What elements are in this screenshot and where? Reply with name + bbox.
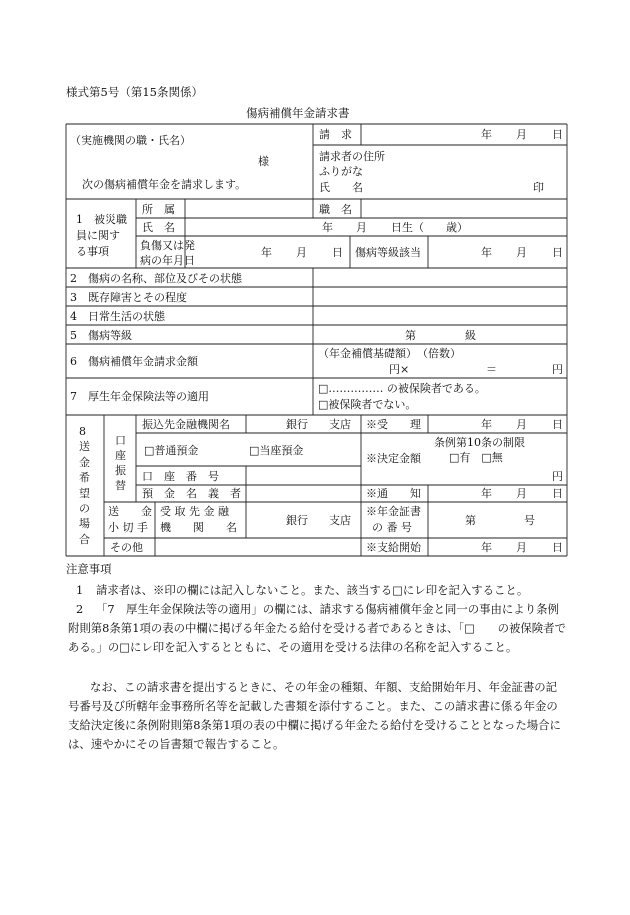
section8-char-6: 場 [79,517,90,531]
certificate-label-2: の 番 号 [372,521,412,534]
birth-month: 月 [356,221,367,234]
section1-label-1: 1 被災職 [76,213,127,226]
certificate-dai: 第 [465,514,476,527]
remittance-check-label-2: 小 切 手 [108,521,148,534]
received-month: 月 [516,418,527,431]
dept-label: 所 属 [142,203,175,216]
start-year: 年 [481,541,492,554]
notice-day: 日 [552,487,563,500]
request-text: 次の傷病補償年金を請求します。 [82,178,247,191]
item7-label: 7 厚生年金保険法等の適用 [70,390,209,403]
other-label: その他 [110,541,143,554]
request-month: 月 [516,128,527,141]
request-date-label: 請 求 [319,128,352,141]
received-year: 年 [481,418,492,431]
account-char-1: 座 [115,449,126,462]
item4-label: 4 日常生活の状態 [70,310,165,323]
grade-year: 年 [481,246,492,259]
account-char-3: 替 [115,479,126,492]
section8-char-1: 送 [79,440,90,454]
form-number: 様式第5号（第15条関係） [66,85,203,99]
grade-date-label: 傷病等級該当 [355,246,421,259]
grade-dai: 第 [405,329,416,342]
notes-heading: 注意事項 [66,562,112,576]
notice-year: 年 [481,487,492,500]
bank-name-label: 振込先金融機関名 [142,418,230,431]
equals-sign: ＝ [486,363,497,376]
section8-char-7: 合 [79,532,90,546]
worker-name-label: 氏 名 [142,221,175,234]
account-number-label: 口 座 番 号 [142,470,219,483]
grade-kyu: 級 [465,329,476,342]
notice-label: ※通 知 [366,487,421,500]
address-label: 請求者の住所 [319,150,385,163]
account-char-0: 口 [115,434,126,447]
furigana-label: ふりがな [319,165,363,178]
current-deposit-option: □当座預金 [249,444,304,457]
section1-label-2: 員に関す [76,229,120,242]
section8-char-3: 希 [79,471,90,485]
item6-label: 6 傷病補償年金請求金額 [70,355,198,368]
recipient-bank-label-1: 受 取 先 金 融 [160,505,229,518]
request-year: 年 [481,128,492,141]
payment-start-label: ※支給開始 [366,541,421,554]
injury-year: 年 [261,246,272,259]
agency-label: （実施機関の職・氏名） [70,134,191,147]
note1-number: 1 [76,583,84,597]
certificate-label-1: ※年金証書 [366,505,421,518]
account-char-2: 振 [115,464,126,477]
note2-text: 「7 厚生年金保険法等の適用」の欄には、請求する傷病補償年金と同一の事由により条例附則第8条第1項の表の中欄に掲げる年金たる給付を受ける者であるときは、「□ の被保険者である。」の□にレ印を記入するとともに、その適用を受ける法律の名称を記入すること。 [68,602,566,654]
yen-times: 円× [389,363,410,376]
restriction-label: 条例第10条の制限 [434,436,525,449]
ordinary-deposit-option: □普通預金 [144,444,199,457]
base-amount-label: （年金補償基礎額） （倍数） [318,347,461,360]
check-bank-unit: 銀行 [286,514,308,527]
branch-unit: 支店 [329,418,351,431]
note1-text: 請求者は、※印の欄には記入しないこと。また、該当する□にレ印を記入すること。 [96,583,529,597]
injury-day: 日 [332,246,343,259]
section1-label-3: る事項 [76,245,109,258]
start-month: 月 [516,541,527,554]
section8-char-2: 金 [79,455,90,469]
injury-month: 月 [296,246,307,259]
notice-month: 月 [516,487,527,500]
recipient-bank-label-2: 機 関 名 [160,521,237,534]
request-day: 日 [552,128,563,141]
check-branch-unit: 支店 [329,514,351,527]
bank-unit: 銀行 [286,418,308,431]
item5-label: 5 傷病等級 [70,329,132,342]
grade-day: 日 [552,246,563,259]
remittance-check-label-1: 送 金 [108,505,152,518]
note2-number: 2 [76,602,84,616]
decided-amount-label: ※決定金額 [366,452,421,465]
insured-option-2: □被保険者でない。 [318,398,417,411]
item3-label: 3 既存障害とその程度 [70,291,187,304]
insured-option-1: □…………… の被保険者である。 [318,382,486,395]
claimant-name-label: 氏 名 [319,181,363,194]
sama-label: 様 [258,155,269,168]
decided-yen: 円 [552,470,563,483]
seal-mark: 印 [533,181,544,194]
section8-char-4: 望 [79,486,90,500]
post-label: 職 名 [319,203,352,216]
birth-day: 日生（ [391,221,424,234]
form-title: 傷病補償年金請求書 [246,106,350,120]
received-day: 日 [552,418,563,431]
item2-label: 2 傷病の名称、部位及びその状態 [70,272,242,285]
account-holder-label: 預 金 名 義 者 [142,487,241,500]
yen-total: 円 [552,363,563,376]
injury-date-label-1: 負傷又は発 [140,239,195,252]
grade-month: 月 [516,246,527,259]
section8-char-0: 8 [79,425,86,438]
section8-char-5: の [79,502,90,515]
note3-text: なお、この請求書を提出するときに、その年金の種類、年額、支給開始年月、年金証書の記号番号及び所轄年金事務所名等を記載した書類を添付すること。また、この請求書に係る年金の支給決定後に条例附則第8条第1項の表の中欄に掲げる年金たる給付を受けることとなった場合には、速やかにその旨書類で報告すること。 [68,680,561,751]
age-label: 歳） [446,221,468,234]
received-label: ※受 理 [366,418,421,431]
start-day: 日 [552,541,563,554]
injury-date-label-2: 病の年月日 [140,254,195,267]
certificate-go: 号 [524,514,535,527]
birth-year: 年 [322,221,333,234]
restriction-options: □有 □無 [449,451,503,464]
